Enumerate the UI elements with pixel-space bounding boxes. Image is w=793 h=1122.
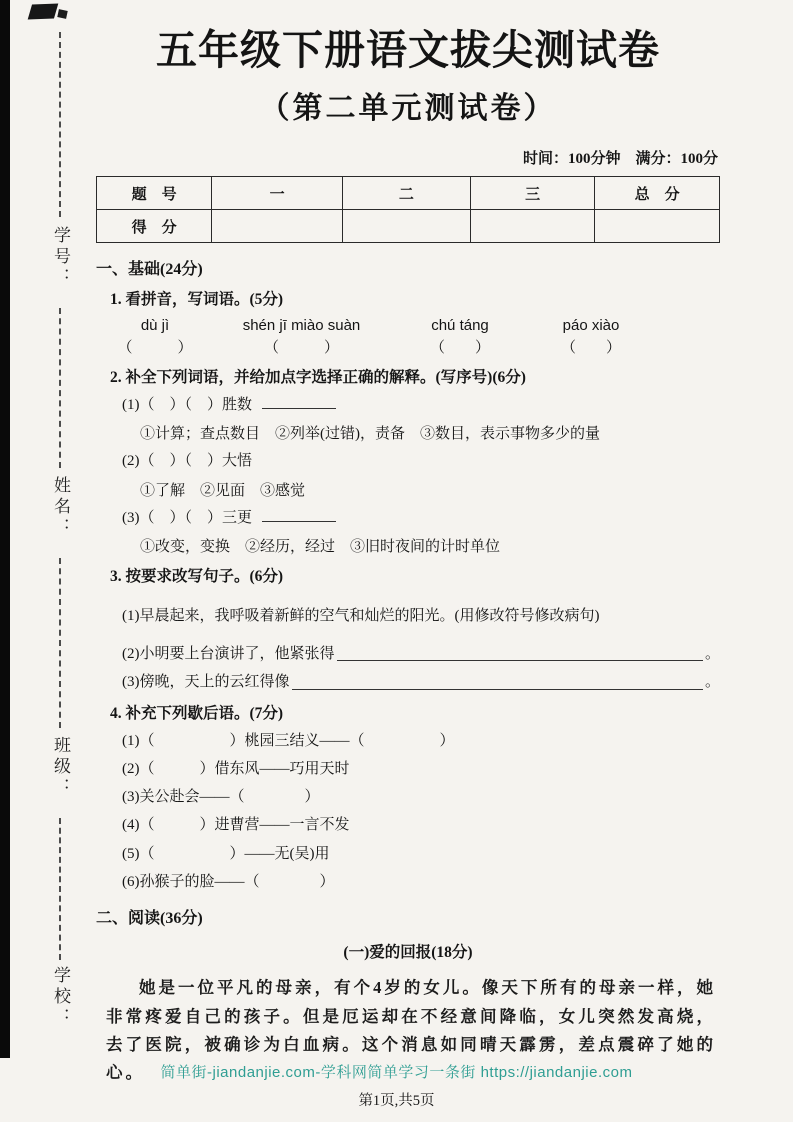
class-label: 班级： [51,736,70,799]
score-table-score-row [97,210,720,243]
q1-answer-brackets-row [96,336,720,357]
pinyin-word: páo xiào [562,317,620,335]
score-table-header-cell: 二 [343,177,471,210]
paper-content [96,26,720,1088]
q1-pinyin-row [96,317,720,334]
section-basics-heading: 一、基础(24分) [96,261,203,279]
q4-title: 4. 补充下列歇后语。(7分) [110,704,284,722]
q2-item-stem-text: (2)（ ）（ ）大悟 [122,453,252,470]
score-empty-cell [595,210,720,243]
q4-item: (5)（ ）——无(吴)用 [122,845,330,862]
q3-item [122,644,720,664]
q3-item: (1)早晨起来，我呼吸着新鲜的空气和灿烂的阳光。(用修改符号修改病句) [122,607,600,624]
answer-blank [262,395,336,409]
q2-item-stem-text: (3)（ ）（ ）三更 [122,509,252,526]
q2-item-stem [122,395,720,415]
score-table-header-cell: 题 号 [97,177,212,210]
q4-item: (6)孙猴子的脸——（ ） [122,873,335,890]
paper-subtitle: （第二单元测试卷） [259,92,557,126]
page-footer [0,1061,793,1110]
fold-dash-line [59,32,61,217]
section-reading-heading: 二、阅读(36分) [96,910,203,928]
fold-dash-line [59,308,61,468]
q4-item: (4)（ ）进曹营——一言不发 [122,817,350,834]
answer-blank [337,660,703,661]
answer-bracket: （ ） [429,340,490,357]
fold-dash-line [59,818,61,960]
q2-item-options: ①计算；查点数目 ②列举(过错)，责备 ③数目，表示事物多少的量 [140,426,600,443]
q4-item: (2)（ ）借东风——巧用天时 [122,760,350,777]
sentence-period: 。 [704,674,720,691]
answer-blank [262,508,336,522]
q2-item-options: ①改变，变换 ②经历，经过 ③旧时夜间的计时单位 [140,538,501,555]
q2-item-stem-text: (1)（ ）（ ）胜数 [122,397,252,414]
q2-title: 2. 补全下列词语，并给加点字选择正确的解释。(写序号)(6分) [110,369,526,387]
score-empty-cell [470,210,595,243]
score-table [96,176,720,243]
q3-item-text: (2)小明要上台演讲了，他紧张得 [122,646,335,663]
score-empty-cell [212,210,343,243]
pinyin-word: dù jì [140,317,170,335]
q4-item: (1)（ ）桃园三结义——（ ） [122,732,455,749]
reading-passage-title: (一)爱的回报(18分) [343,944,473,962]
score-table-header-cell: 总 分 [595,177,720,210]
q3-item [122,672,720,692]
answer-bracket: （ ） [117,340,193,357]
page-number: 第1页,共5页 [358,1093,435,1109]
sentence-period: 。 [704,646,720,663]
score-empty-cell [343,210,471,243]
score-table-header-cell: 一 [212,177,343,210]
answer-bracket: （ ） [263,340,339,357]
q1-title: 1. 看拼音，写词语。(5分) [110,291,284,309]
watermark-site-link: 简单街-jiandanjie.com-学科网简单学习一条街 https://jiandanjie.com [160,1064,633,1081]
score-label-cell: 得 分 [97,210,212,243]
student-info-column [10,0,90,1060]
pinyin-word: shén jī miào suàn [242,317,361,335]
time-limit-info: 时间：100分钟 满分：100分 [522,151,718,168]
paper-title: 五年级下册语文拔尖测试卷 [156,27,660,73]
pinyin-word: chú táng [431,317,489,335]
scan-edge-strip [0,0,10,1058]
q2-item-stem [122,508,720,528]
answer-blank [292,689,703,690]
score-table-header-cell: 三 [470,177,595,210]
answer-bracket: （ ） [560,340,621,357]
reading-passage-paragraph: 她是一位平凡的母亲，有个4岁的女儿。像天下所有的母亲一样，她非常疼爱自己的孩子。但是厄运却在不经意间降临，女儿突然发高烧，去了医院，被确诊为白血病。这个消息如同晴天霹雳，差点震碎了她的心。 [106,978,716,1083]
q2-item-options: ①了解 ②见面 ③感觉 [140,482,306,499]
student-id-label: 学号： [51,226,70,289]
q3-title: 3. 按要求改写句子。(6分) [110,567,284,585]
score-table-header-row [97,177,720,210]
school-label: 学校： [51,966,70,1029]
fold-dash-line [59,558,61,728]
student-name-label: 姓名： [51,476,70,539]
q4-item: (3)关公赴会——（ ） [122,789,320,806]
q2-item-stem [122,451,720,471]
q3-item-text: (3)傍晚，天上的云红得像 [122,674,290,691]
